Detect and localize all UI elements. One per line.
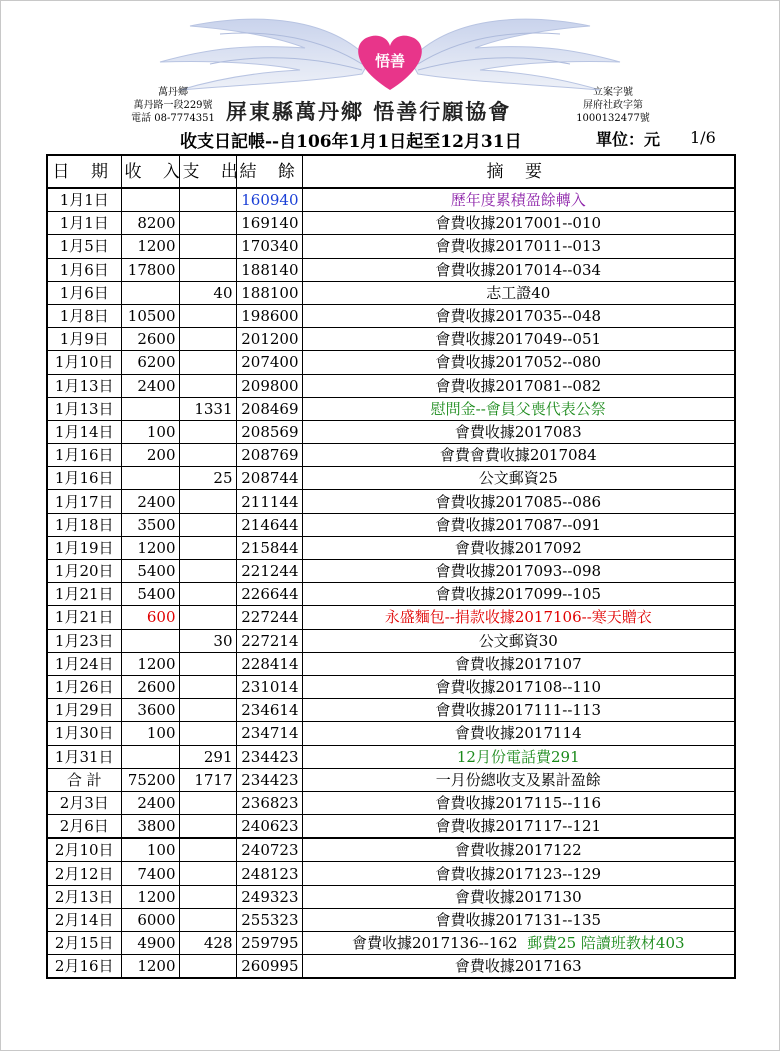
table-row (47, 745, 735, 768)
cell-balance: 236823 (236, 791, 302, 814)
table-row (47, 675, 735, 698)
cell-date: 1月17日 (47, 490, 121, 513)
cell-expense (179, 815, 236, 839)
cell-memo: 會費收據2017083 (302, 420, 735, 443)
cell-income (121, 629, 179, 652)
total-row (47, 768, 735, 791)
cell-expense (179, 675, 236, 698)
cell-income: 2600 (121, 675, 179, 698)
cell-date: 1月29日 (47, 699, 121, 722)
cell-memo: 會費收據2017111--113 (302, 699, 735, 722)
page-number: 1/6 (690, 128, 716, 147)
cell-income: 2600 (121, 328, 179, 351)
table-row (47, 560, 735, 583)
cell-date: 2月12日 (47, 862, 121, 885)
address-label: 萬丹路一段229號 (133, 100, 213, 111)
cell-expense (179, 444, 236, 467)
cell-balance: 260995 (236, 955, 302, 979)
cell-memo: 會費收據2017092 (302, 536, 735, 559)
cell-expense (179, 420, 236, 443)
cell-balance: 259795 (236, 932, 302, 955)
cell-income: 1200 (121, 235, 179, 258)
cell-balance: 255323 (236, 908, 302, 931)
cell-balance: 240623 (236, 815, 302, 839)
cell-income: 600 (121, 606, 179, 629)
registration-number: 1000132477號 (576, 113, 650, 124)
cell-income: 7400 (121, 862, 179, 885)
cell-memo: 會費收據2017123--129 (302, 862, 735, 885)
cell-income: 1200 (121, 652, 179, 675)
cell-income: 75200 (121, 768, 179, 791)
table-row (47, 374, 735, 397)
cell-memo: 會費收據2017163 (302, 955, 735, 979)
cell-date: 1月6日 (47, 258, 121, 281)
cell-expense (179, 908, 236, 931)
cell-balance: 211144 (236, 490, 302, 513)
ledger-table (46, 154, 736, 979)
cell-balance: 234423 (236, 745, 302, 768)
cell-income: 3600 (121, 699, 179, 722)
header-expense: 支 出 (179, 155, 236, 188)
cell-expense: 291 (179, 745, 236, 768)
cell-date: 1月24日 (47, 652, 121, 675)
header-balance: 結 餘 (236, 155, 302, 188)
cell-expense: 30 (179, 629, 236, 652)
cell-income: 3800 (121, 815, 179, 839)
cell-balance: 231014 (236, 675, 302, 698)
cell-expense (179, 490, 236, 513)
cell-expense: 40 (179, 281, 236, 304)
cell-date: 1月8日 (47, 304, 121, 327)
cell-date: 1月10日 (47, 351, 121, 374)
cell-balance: 209800 (236, 374, 302, 397)
cell-expense (179, 560, 236, 583)
cell-date: 1月13日 (47, 397, 121, 420)
cell-balance: 208744 (236, 467, 302, 490)
cell-memo: 會費收據2017014--034 (302, 258, 735, 281)
table-row (47, 212, 735, 235)
cell-memo: 會費收據2017052--080 (302, 351, 735, 374)
cell-memo: 公文郵資30 (302, 629, 735, 652)
cell-memo: 志工證40 (302, 281, 735, 304)
table-row (47, 328, 735, 351)
cell-expense (179, 722, 236, 745)
cell-date: 2月3日 (47, 791, 121, 814)
cell-balance: 207400 (236, 351, 302, 374)
cell-balance: 198600 (236, 304, 302, 327)
cell-income: 100 (121, 420, 179, 443)
cell-income: 1200 (121, 955, 179, 979)
memo-main: 會費收據2017136--162 (351, 934, 518, 953)
table-row (47, 397, 735, 420)
table-row (47, 583, 735, 606)
cell-memo: 會費收據2017035--048 (302, 304, 735, 327)
cell-memo: 會費收據2017049--051 (302, 328, 735, 351)
cell-expense (179, 235, 236, 258)
table-row (47, 258, 735, 281)
cell-memo: 會費收據2017114 (302, 722, 735, 745)
cell-balance: 201200 (236, 328, 302, 351)
cell-expense (179, 652, 236, 675)
table-row (47, 235, 735, 258)
cell-income: 100 (121, 722, 179, 745)
cell-income: 1200 (121, 885, 179, 908)
cell-balance: 226644 (236, 583, 302, 606)
cell-memo: 會費收據2017011--013 (302, 235, 735, 258)
cell-income: 2400 (121, 791, 179, 814)
table-row (47, 351, 735, 374)
cell-memo: 12月份電話費291 (302, 745, 735, 768)
cell-memo: 會費收據2017117--121 (302, 815, 735, 839)
cell-date: 1月30日 (47, 722, 121, 745)
cell-income (121, 745, 179, 768)
cell-date: 1月1日 (47, 212, 121, 235)
cell-memo: 會費收據2017115--116 (302, 791, 735, 814)
table-row (47, 536, 735, 559)
cell-expense (179, 699, 236, 722)
cell-memo: 歷年度累積盈餘轉入 (302, 188, 735, 212)
cell-memo: 會費會費收據2017084 (302, 444, 735, 467)
cell-income: 3500 (121, 513, 179, 536)
cell-expense (179, 304, 236, 327)
cell-date: 2月15日 (47, 932, 121, 955)
table-row (47, 932, 735, 955)
cell-date: 1月9日 (47, 328, 121, 351)
cell-income: 17800 (121, 258, 179, 281)
cell-memo: 會費收據2017085--086 (302, 490, 735, 513)
cell-balance: 234614 (236, 699, 302, 722)
cell-income: 5400 (121, 583, 179, 606)
cell-income (121, 397, 179, 420)
cell-expense (179, 885, 236, 908)
cell-income: 6200 (121, 351, 179, 374)
cell-date: 2月6日 (47, 815, 121, 839)
cell-date: 2月13日 (47, 885, 121, 908)
cell-expense (179, 258, 236, 281)
cell-memo: 會費收據2017001--010 (302, 212, 735, 235)
table-row (47, 420, 735, 443)
table-row (47, 606, 735, 629)
cell-date: 2月10日 (47, 838, 121, 862)
table-row (47, 513, 735, 536)
cell-expense (179, 188, 236, 212)
table-row (47, 652, 735, 675)
cell-expense (179, 351, 236, 374)
cell-income: 2400 (121, 374, 179, 397)
cell-date: 合 計 (47, 768, 121, 791)
cell-income: 6000 (121, 908, 179, 931)
cell-expense (179, 838, 236, 862)
cell-date: 1月1日 (47, 188, 121, 212)
cell-memo: 公文郵資25 (302, 467, 735, 490)
cell-balance: 160940 (236, 188, 302, 212)
registration-info (548, 86, 678, 125)
cell-expense (179, 212, 236, 235)
cell-expense (179, 955, 236, 979)
table-row (47, 722, 735, 745)
cell-balance: 227244 (236, 606, 302, 629)
cell-expense (179, 791, 236, 814)
registration-label: 立案字號 (593, 87, 633, 98)
cell-date: 1月20日 (47, 560, 121, 583)
phone-label: 電話 08-7774351 (131, 113, 215, 124)
cell-income (121, 281, 179, 304)
cell-memo: 會費收據2017108--110 (302, 675, 735, 698)
cell-income: 4900 (121, 932, 179, 955)
cell-balance: 248123 (236, 862, 302, 885)
cell-date: 1月19日 (47, 536, 121, 559)
unit-label: 單位：元 (596, 130, 661, 149)
cell-date: 1月16日 (47, 467, 121, 490)
cell-date: 2月14日 (47, 908, 121, 931)
cell-income: 200 (121, 444, 179, 467)
table-row (47, 908, 735, 931)
cell-balance: 169140 (236, 212, 302, 235)
cell-expense: 1717 (179, 768, 236, 791)
table-row (47, 629, 735, 652)
cell-balance: 214644 (236, 513, 302, 536)
cell-date: 1月13日 (47, 374, 121, 397)
cell-balance: 221244 (236, 560, 302, 583)
cell-memo: 一月份總收支及累計盈餘 (302, 768, 735, 791)
table-row (47, 304, 735, 327)
table-row (47, 444, 735, 467)
cell-date: 1月6日 (47, 281, 121, 304)
cell-date: 2月16日 (47, 955, 121, 979)
table-row (47, 699, 735, 722)
cell-income: 8200 (121, 212, 179, 235)
cell-expense (179, 513, 236, 536)
cell-date: 1月23日 (47, 629, 121, 652)
cell-balance: 249323 (236, 885, 302, 908)
cell-balance: 234423 (236, 768, 302, 791)
cell-date: 1月14日 (47, 420, 121, 443)
cell-balance: 215844 (236, 536, 302, 559)
cell-expense: 25 (179, 467, 236, 490)
cell-expense (179, 862, 236, 885)
memo-extra: 郵費25 陪讀班教材403 (527, 934, 685, 953)
cell-income (121, 467, 179, 490)
table-row (47, 467, 735, 490)
cell-balance: 227214 (236, 629, 302, 652)
cell-income: 2400 (121, 490, 179, 513)
cell-expense: 428 (179, 932, 236, 955)
cell-expense (179, 328, 236, 351)
cell-balance: 228414 (236, 652, 302, 675)
cell-balance: 170340 (236, 235, 302, 258)
cell-date: 1月16日 (47, 444, 121, 467)
left-wing-icon (160, 19, 370, 90)
contact-info (108, 86, 238, 125)
cell-date: 1月18日 (47, 513, 121, 536)
cell-income: 5400 (121, 560, 179, 583)
table-header-row (47, 155, 735, 188)
cell-balance: 240723 (236, 838, 302, 862)
cell-memo: 會費收據2017087--091 (302, 513, 735, 536)
cell-income: 10500 (121, 304, 179, 327)
cell-memo (302, 932, 735, 955)
cell-memo: 會費收據2017131--135 (302, 908, 735, 931)
cell-expense (179, 536, 236, 559)
cell-memo: 會費收據2017093--098 (302, 560, 735, 583)
cell-expense (179, 583, 236, 606)
cell-memo: 會費收據2017107 (302, 652, 735, 675)
registration-authority: 屏府社政字第 (583, 100, 643, 111)
cell-memo: 會費收據2017130 (302, 885, 735, 908)
cell-expense: 1331 (179, 397, 236, 420)
township-label: 萬丹鄉 (158, 87, 188, 98)
table-row (47, 815, 735, 839)
cell-memo: 會費收據2017099--105 (302, 583, 735, 606)
cell-balance: 188100 (236, 281, 302, 304)
cell-expense (179, 606, 236, 629)
table-row (47, 885, 735, 908)
cell-date: 1月31日 (47, 745, 121, 768)
cell-balance: 188140 (236, 258, 302, 281)
ledger-title: 收支日記帳--自106年1月1日起至12月31日 (180, 132, 522, 152)
cell-balance: 208769 (236, 444, 302, 467)
table-row (47, 791, 735, 814)
cell-expense (179, 374, 236, 397)
cell-date: 1月21日 (47, 583, 121, 606)
cell-balance: 208569 (236, 420, 302, 443)
header-date: 日 期 (47, 155, 121, 188)
cell-date: 1月21日 (47, 606, 121, 629)
table-row (47, 188, 735, 212)
cell-memo: 會費收據2017122 (302, 838, 735, 862)
cell-memo: 會費收據2017081--082 (302, 374, 735, 397)
cell-balance: 234714 (236, 722, 302, 745)
right-wing-icon (410, 19, 620, 90)
table-row (47, 490, 735, 513)
cell-date: 1月26日 (47, 675, 121, 698)
cell-income: 100 (121, 838, 179, 862)
cell-memo: 永盛麵包--捐款收據2017106--寒天贈衣 (302, 606, 735, 629)
table-row (47, 955, 735, 979)
cell-date: 1月5日 (47, 235, 121, 258)
logo-text: 悟善 (374, 52, 406, 70)
cell-income (121, 188, 179, 212)
table-row (47, 862, 735, 885)
cell-balance: 208469 (236, 397, 302, 420)
header-income: 收 入 (121, 155, 179, 188)
header-memo: 摘 要 (302, 155, 735, 188)
organization-title: 屏東縣萬丹鄉 悟善行願協會 (226, 99, 512, 124)
cell-memo: 慰問金--會員父喪代表公祭 (302, 397, 735, 420)
cell-income: 1200 (121, 536, 179, 559)
table-row (47, 281, 735, 304)
table-row (47, 838, 735, 862)
